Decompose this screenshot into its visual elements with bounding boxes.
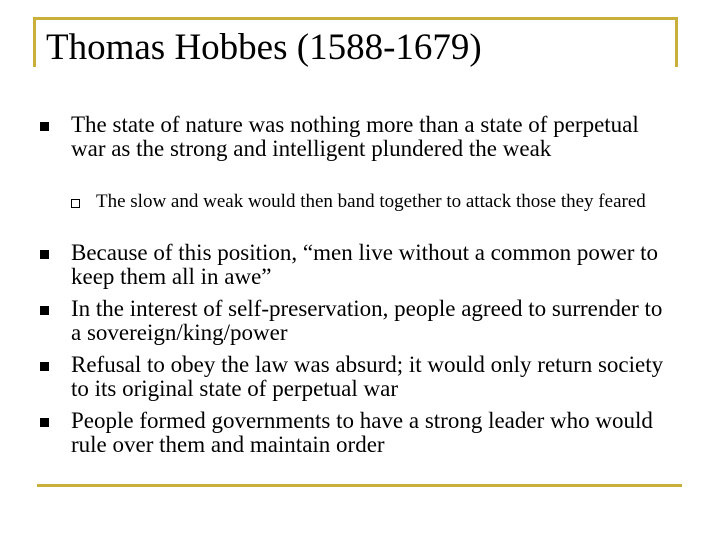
square-bullet-icon xyxy=(40,418,49,427)
slide-title: Thomas Hobbes (1588-1679) xyxy=(46,27,482,68)
square-bullet-icon xyxy=(40,250,49,259)
square-bullet-icon xyxy=(40,122,49,131)
title-frame-top-rule xyxy=(33,17,678,20)
hollow-square-bullet-icon xyxy=(71,199,80,208)
bullet-text: Refusal to obey the law was absurd; it would only return society to its original state of perpetual war xyxy=(71,352,664,402)
sub-bullet-text: The slow and weak would then band together to attack those they feared xyxy=(96,191,646,212)
bullet-text: Because of this position, “men live without a common power to keep them all in awe” xyxy=(71,240,659,290)
square-bullet-icon xyxy=(40,362,49,371)
title-frame-left-rule xyxy=(33,17,36,67)
square-bullet-icon xyxy=(40,306,49,315)
bullet-text: The state of nature was nothing more than a state of perpetual war as the strong and intelligent plundered the weak xyxy=(71,112,639,162)
bottom-rule xyxy=(37,484,682,487)
bullet-text: People formed governments to have a strong leader who would rule over them and maintain order xyxy=(71,408,653,458)
title-frame-right-rule xyxy=(675,17,678,67)
bullet-text: In the interest of self-preservation, people agreed to surrender to a sovereign/king/power xyxy=(71,296,663,346)
